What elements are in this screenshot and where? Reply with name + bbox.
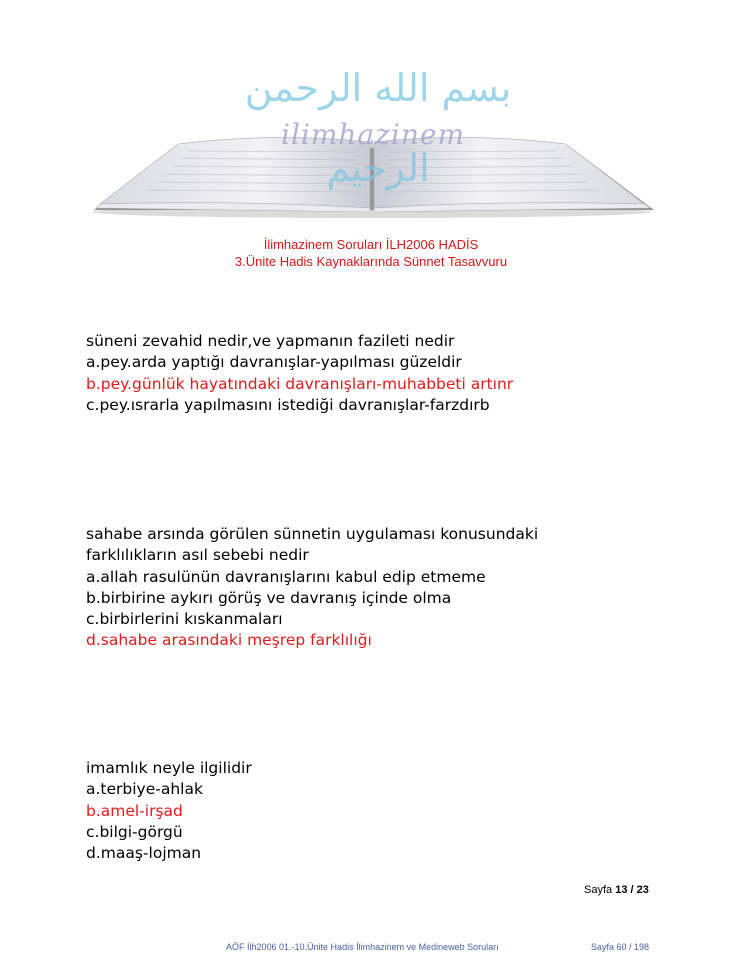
answer-option-correct: d.sahabe arasındaki meşrep farklılığı (86, 631, 372, 650)
answer-option: c.bilgi-görgü (86, 822, 183, 841)
answer-option: c.birbirlerini kıskanmaları (86, 610, 283, 629)
answer-option: a.allah rasulünün davranışlarını kabul edip etmeme (86, 567, 486, 586)
brand-watermark: ilimhazinem (280, 118, 465, 151)
question-block (86, 524, 686, 652)
page-current: 13 (615, 884, 628, 896)
page-separator: / (630, 884, 634, 896)
answer-option-correct: b.amel-irşad (86, 801, 183, 820)
question-text: farklılıkların asıl sebebi nedir (86, 546, 309, 565)
header-illustration (88, 40, 656, 222)
footer-source: AÖF İlh2006 01.-10.Ünite Hadis İlimhazinem ve Medineweb Soruları (226, 942, 499, 952)
bismillah-calligraphy: بسم الله الرحمن الرحيم (244, 66, 512, 190)
page-label: Sayfa (584, 884, 613, 896)
question-block (86, 758, 686, 864)
answer-option: a.terbiye-ahlak (86, 780, 203, 799)
document-title (0, 236, 742, 270)
question-text: imamlık neyle ilgilidir (86, 759, 252, 777)
title-line-2: 3.Ünite Hadis Kaynaklarında Sünnet Tasavvuru (234, 254, 508, 269)
footer-page: Sayfa 60 / 198 (591, 942, 650, 952)
answer-option: d.maaş-lojman (86, 844, 202, 863)
question-text: sahabe arsında görülen sünnetin uygulaması konusundaki (86, 525, 539, 543)
answer-option-correct: b.pey.günlük hayatındaki davranışları-muhabbeti artınr (86, 374, 514, 393)
page-total: 23 (636, 884, 649, 896)
title-line-1: İlimhazinem Soruları İLH2006 HADİS (263, 237, 479, 252)
question-text: süneni zevahid nedir,ve yapmanın fazileti nedir (86, 332, 455, 350)
page-number (584, 884, 649, 896)
answer-option: b.birbirine aykırı görüş ve davranış içinde olma (86, 588, 452, 607)
answer-option: a.pey.arda yaptığı davranışlar-yapılması güzeldir (86, 353, 462, 372)
question-block (86, 331, 686, 416)
answer-option: c.pey.ısrarla yapılmasını istediği davranışlar-farzdırb (86, 395, 490, 414)
